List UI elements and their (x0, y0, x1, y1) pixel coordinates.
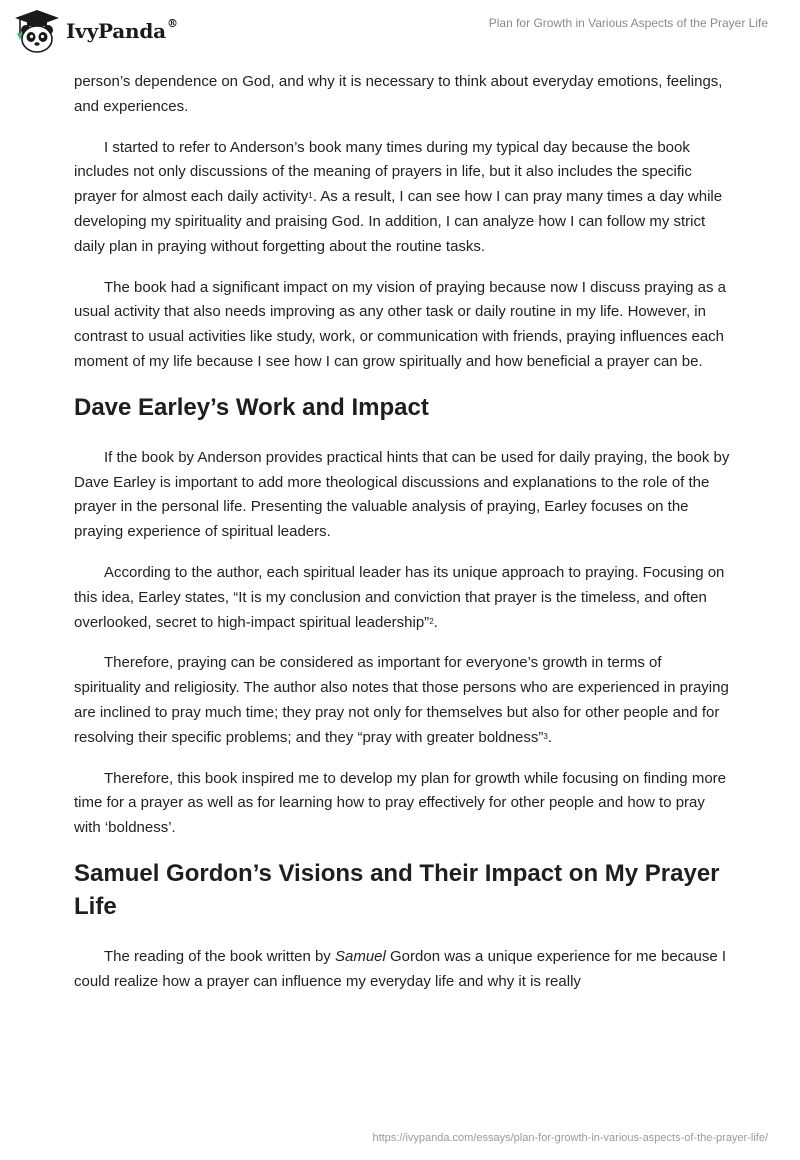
source-url[interactable]: https://ivypanda.com/essays/plan-for-growth-in-various-aspects-of-the-prayer-life/ (372, 1132, 768, 1144)
paragraph: Therefore, this book inspired me to develop my plan for growth while focusing on finding more time for a prayer as well as for learning how to pray effectively for other people and how to pray with ‘boldness’. (74, 769, 726, 837)
paragraph: If the book by Anderson provides practical hints that can be used for daily praying, the book by Dave Earley is important to add more theological discussions and explanations to the role of the prayer in the personal life. Presenting the valuable analysis of praying, Earley focuses on the praying experience of spiritual leaders. (74, 448, 730, 541)
paragraph-continued: person’s dependence on God, and why it is necessary to think about everyday emotions, feelings, and experiences. (74, 73, 723, 115)
paragraph: The reading of the book written by Samuel Gordon was a unique experience for me because I could realize how a prayer can influence my everyday life and why it is really (74, 947, 727, 990)
paragraph: I started to refer to Anderson’s book many times during my typical day because the book includes not only discussions of the meaning of prayers in life, but it also includes the specific prayer for almost each daily activity$^1$. As a result, I can see how I can pray many times a day while developing my spirituality and praising God. In addition, I can analyze how I can follow my strict daily plan in praying without forgetting about the routine tasks. (74, 138, 723, 255)
brand-name: IvyPanda® (66, 17, 178, 43)
paragraph: Therefore, praying can be considered as important for everyone’s growth in terms of spirituality and religiosity. The author also notes that those persons who are experienced in praying are inclined to pray much time; they pray not only for themselves but also for other people and for resolving their specific problems; and they “pray with greater boldness”$^3$. (74, 654, 729, 746)
panda-graduation-cap-icon (14, 9, 60, 53)
paragraph: The book had a significant impact on my vision of praying because now I discuss praying as a usual activity that also needs improving as any other task or daily routine in my life. However, in contrast to usual activities like study, work, or communication with friends, praying influences each moment of my life because I see how I can grow spiritually and how beneficial a prayer can be. (74, 278, 727, 370)
section-heading: Dave Earley’s Work and Impact (74, 393, 429, 421)
running-title: Plan for Growth in Various Aspects of the Prayer Life (488, 16, 768, 30)
section-heading: Samuel Gordon’s Visions and Their Impact on My Prayer Life (74, 859, 720, 920)
footnote-ref[interactable]: 2 (429, 616, 434, 626)
registered-mark: ® (166, 17, 178, 30)
page-header (0, 0, 800, 62)
essay-body (74, 70, 730, 1011)
logo[interactable] (14, 9, 178, 53)
paragraph: According to the author, each spiritual leader has its unique approach to praying. Focusing on this idea, Earley states, “It is my conclusion and conviction that prayer is the timeless, and often overlooked, secret to high-impact spiritual leadership”$^2$. (74, 563, 725, 631)
footnote-ref[interactable]: 3 (543, 731, 548, 741)
footnote-ref[interactable]: 1 (308, 191, 313, 201)
